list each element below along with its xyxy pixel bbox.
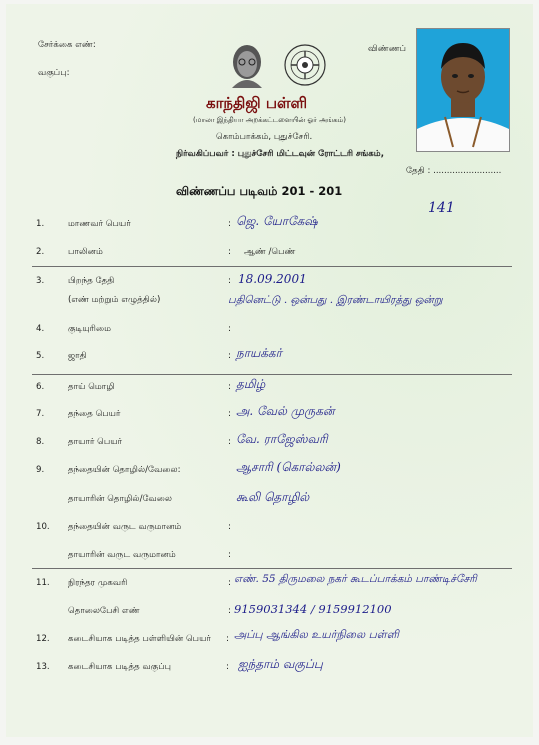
field-number: 4.	[36, 324, 45, 334]
colon: :	[228, 382, 232, 392]
field-number: 8.	[36, 437, 45, 447]
field-value-last-school: அப்பு ஆங்கில உயர்நிலை பள்ளி	[234, 628, 399, 641]
field-value-student-name: ஜெ. யோகேஷ்	[236, 214, 318, 228]
field-value-phone: 9159031344 / 9159912100	[234, 602, 392, 616]
field-label-mother-occupation: தாயாரின் தொழில்/வேலை	[68, 494, 173, 504]
admission-number-label: சேர்க்கை எண்:	[38, 40, 96, 50]
field-label-phone: தொலைபேசி எண்	[68, 606, 140, 616]
school-address: கொம்பாக்கம், புதுச்சேரி.	[216, 132, 313, 142]
colon: :	[228, 276, 232, 286]
divider	[32, 266, 512, 267]
field-number: 1.	[36, 219, 45, 229]
colon: :	[228, 324, 232, 334]
field-label-address: நிரந்தர முகவரி	[68, 578, 128, 588]
field-label-student-name: மாணவர் பெயர்	[68, 219, 131, 229]
colon: :	[226, 662, 230, 672]
colon: :	[228, 437, 232, 447]
field-number: 10.	[36, 522, 50, 532]
field-label-father-name: தந்தை பெயர்	[68, 409, 121, 419]
field-number: 7.	[36, 409, 45, 419]
field-label-dob: பிறந்த தேதி	[68, 276, 115, 286]
colon: :	[228, 578, 232, 588]
student-portrait-icon	[417, 29, 509, 151]
form-title: விண்ணப்ப படிவம் 201 - 201	[176, 184, 343, 198]
colon: :	[228, 247, 232, 257]
field-value-address: எண். 55 திருமலை நகர் கூடப்பாக்கம் பாண்டிச்சேரி	[234, 573, 477, 585]
application-form	[6, 4, 533, 737]
field-label-caste: ஜாதி	[68, 351, 87, 361]
field-value-dob-words: பதினெட்டு . ஒன்பது . இரண்டாயிரத்து ஒன்று	[228, 294, 443, 306]
field-label-last-school: கடைசியாக படித்த பள்ளியின் பெயர்	[68, 634, 211, 644]
field-value-dob: 18.09.2001	[238, 272, 307, 286]
field-value-caste: நாயக்கர்	[236, 346, 282, 360]
divider	[32, 568, 512, 569]
field-number: 3.	[36, 276, 45, 286]
student-photo	[416, 28, 510, 152]
field-number: 2.	[36, 247, 45, 257]
field-label-citizenship: குடியுரிமை	[68, 324, 112, 334]
field-label-mother-name: தாயார் பெயர்	[68, 437, 123, 447]
field-value-last-class: ஐந்தாம் வகுப்பு	[238, 657, 323, 671]
colon: :	[226, 634, 230, 644]
gandhi-portrait-icon	[226, 42, 268, 88]
field-label-gender: பாலினம்	[68, 247, 103, 257]
field-number: 5.	[36, 351, 45, 361]
colon: :	[228, 219, 232, 229]
field-label-mother-income: தாயாரின் வருட வருமானம்	[68, 550, 176, 560]
field-value-mother-tongue: தமிழ்	[236, 377, 266, 391]
field-value-gender: ஆண் /பெண்	[244, 247, 296, 257]
colon: :	[228, 606, 232, 616]
field-value-father-occupation: ஆசாரி (கொல்லன்)	[236, 460, 341, 474]
field-label-father-occupation: தந்தையின் தொழில்/வேலை:	[68, 465, 181, 475]
school-administrator: நிர்வகிப்பவர் : புதுச்சேரி மிட்டவுன் ரோட்டரி சங்கம்,	[176, 149, 384, 159]
date-label: தேதி : .........................	[406, 166, 502, 176]
colon: :	[228, 351, 232, 361]
field-number: 13.	[36, 662, 50, 672]
school-affiliation: (மாலா இந்தியா அறக்கட்டளையின் ஓர் அங்கம்)	[193, 116, 346, 124]
field-number: 6.	[36, 382, 45, 392]
field-label-mother-tongue: தாய் மொழி	[68, 382, 115, 392]
colon: :	[228, 522, 232, 532]
field-label-dob-note: (எண் மற்றும் எழுத்தில்)	[68, 295, 161, 305]
handwritten-number: 141	[428, 200, 455, 216]
field-number: 12.	[36, 634, 50, 644]
application-number-label: விண்ணப்	[368, 44, 407, 54]
school-name: காந்திஜி பள்ளி	[206, 94, 308, 112]
field-label-father-income: தந்தையின் வருட வருமானம்	[68, 522, 182, 532]
class-label: வகுப்பு:	[38, 68, 70, 78]
field-number: 9.	[36, 465, 45, 475]
field-number: 11.	[36, 578, 50, 588]
field-label-last-class: கடைசியாக படித்த வகுப்பு	[68, 662, 172, 672]
field-value-mother-name: வே. ராஜேஸ்வரி	[236, 432, 328, 446]
field-value-mother-occupation: கூலி தொழில்	[236, 490, 310, 504]
colon: :	[228, 550, 232, 560]
field-value-father-name: அ. வேல் முருகன்	[236, 404, 335, 418]
rotary-emblem-icon	[282, 42, 328, 88]
divider	[32, 374, 512, 375]
colon: :	[228, 409, 232, 419]
